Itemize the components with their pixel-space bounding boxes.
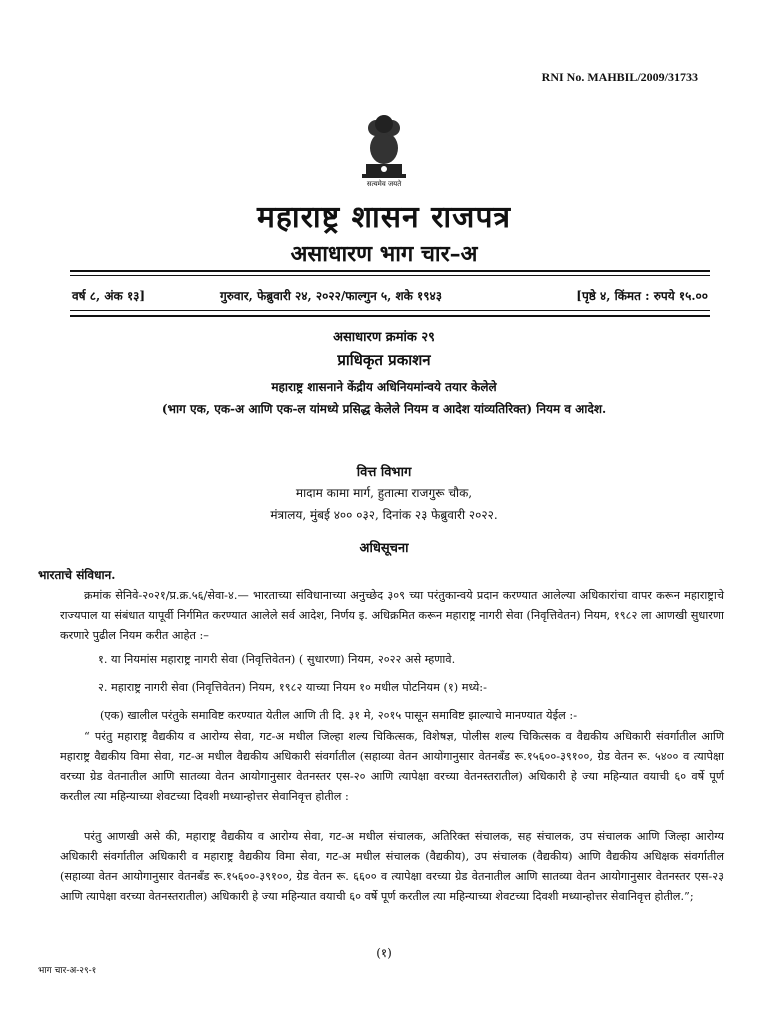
paragraph-3: २. महाराष्ट्र नागरी सेवा (निवृत्तिवेतन) नियम, १९८२ याच्या नियम १० मधील पोटनियम (१) मध्ये:-: [98, 681, 487, 694]
rni-number: RNI No. MAHBIL/2009/31733: [541, 70, 698, 84]
bottom-rule: [70, 315, 710, 317]
volume-issue: वर्ष ८, अंक १३]: [72, 289, 146, 303]
paragraph-5: “ परंतु महाराष्ट्र वैद्यकीय व आरोग्य सेवा, गट-अ मधील जिल्हा शल्य चिकित्सक, विशेषज्ञ, पोलीस शल्य चिकित्सक व वैद्यकीय अधिकारी संवर्गातील आणि महाराष्ट्र वैद्यकीय विमा सेवा, गट-अ मधील वैद्यकीय अधिकारी संवर्गातील (सहाव्या वेतन आयोगानुसार वेतनबँड रू.१५६००-३९१००, ग्रेड वेतन रू. ५४०० व त्यापेक्षा वरच्या ग्रेड वेतनातील आणि सातव्या वेतन आयोगानुसार वेतनस्तर एस-२० आणि त्यापेक्षा वरच्या वेतनस्तरातील) अधिकारी हे ज्या महिन्यात वयाची ६० वर्षे पूर्ण करतील त्या महिन्याच्या शेवटच्या दिवशी मध्यान्होत्तर सेवानिवृत्त होतील :: [60, 730, 724, 803]
paragraph-2: १. या नियमांस महाराष्ट्र नागरी सेवा (निवृत्तिवेतन) ( सुधारणा) नियम, २०२२ असे म्हणावे.: [98, 653, 456, 666]
bottom-rule-thin: [70, 310, 710, 311]
top-rule-thin: [70, 275, 710, 276]
notice-title: अधिसूचना: [359, 541, 409, 556]
gazette-title: महाराष्ट्र शासन राजपत्र: [256, 200, 512, 235]
print-code: भाग चार-अ-२९-१: [38, 966, 97, 976]
pages-price: [पृष्ठे ४, किंमत : रुपये १५.००: [576, 289, 708, 303]
extraordinary-number: असाधारण क्रमांक २९: [333, 330, 435, 345]
paragraph-4: (एक) खालील परंतुके समाविष्ट करण्यात येतील आणि ती दि. ३१ मे, २०१५ पासून समाविष्ट झाल्याचे मानण्यात येईल :-: [100, 709, 578, 722]
authorized-publication: प्राधिकृत प्रकाशन: [337, 351, 431, 369]
emblem-motto: सत्यमेव जयते: [366, 180, 402, 188]
issue-date: गुरुवार, फेब्रुवारी २४, २०२२/फाल्गुन ५, शके १९४३: [220, 289, 443, 303]
paragraph-1: क्रमांक सेनिवे-२०२१/प्र.क्र.५६/सेवा-४.— भारताच्या संविधानाच्या अनुच्छेद ३०९ च्या परंतुकान्वये प्रदान करण्यात आलेल्या अधिकारांचा वापर करून महाराष्ट्राचे राज्यपाल या संबंधात यापूर्वी निर्गमित करण्यात आलेले सर्व आदेश, निर्णय इ. अधिक्रमित करून महाराष्ट्र नागरी सेवा (निवृत्तिवेतन) नियम, १९८२ ला आणखी सुधारणा करणारे पुढील नियम करीत आहेत :–: [60, 589, 724, 642]
issue-info-bar: [70, 287, 710, 305]
department-address2: मंत्रालय, मुंबई ४०० ०३२, दिनांक २३ फेब्रुवारी २०२२.: [270, 508, 498, 522]
gazette-subtitle: असाधारण भाग चार–अ: [290, 241, 478, 267]
paragraph-6: परंतु आणखी असे की, महाराष्ट्र वैद्यकीय व आरोग्य सेवा, गट-अ मधील संचालक, अतिरिक्त संचालक, सह संचालक, उप संचालक आणि जिल्हा आरोग्य अधिकारी संवर्गातील अधिकारी व महाराष्ट्र वैद्यकीय विमा सेवा, गट-अ मधील संचालक (वैद्यकीय), उप संचालक (वैद्यकीय) आणि वैद्यकीय अधिक्षक संवर्गातील (सहाव्या वेतन आयोगानुसार वेतनबँड रू.१५६००-३९१००, ग्रेड वेतन रू. ६६०० व त्यापेक्षा वरच्या ग्रेड वेतनातील आणि सातव्या वेतन आयोगानुसार वेतनस्तर एस-२३ आणि त्यापेक्षा वरच्या वेतनस्तरातील) अधिकारी हे ज्या महिन्यात वयाची ६० वर्षे पूर्ण करतील त्या महिन्याच्या शेवटच्या दिवशी मध्यान्होत्तर सेवानिवृत्त होतील.”;: [60, 830, 724, 903]
section-title: भारताचे संविधान.: [38, 568, 116, 582]
national-emblem-icon: [352, 108, 416, 188]
page-number: (१): [376, 946, 392, 960]
department-address1: मादाम कामा मार्ग, हुतात्मा राजगुरू चौक,: [295, 486, 473, 500]
department-name: वित्त विभाग: [356, 465, 412, 480]
heading-line3: महाराष्ट्र शासनाने केंद्रीय अधिनियमांन्वये तयार केलेले: [271, 380, 497, 394]
heading-line4: (भाग एक, एक-अ आणि एक-ल यांमध्ये प्रसिद्ध केलेले नियम व आदेश यांव्यतिरिक्त) नियम व आदेश.: [161, 402, 607, 416]
top-rule: [70, 270, 710, 272]
